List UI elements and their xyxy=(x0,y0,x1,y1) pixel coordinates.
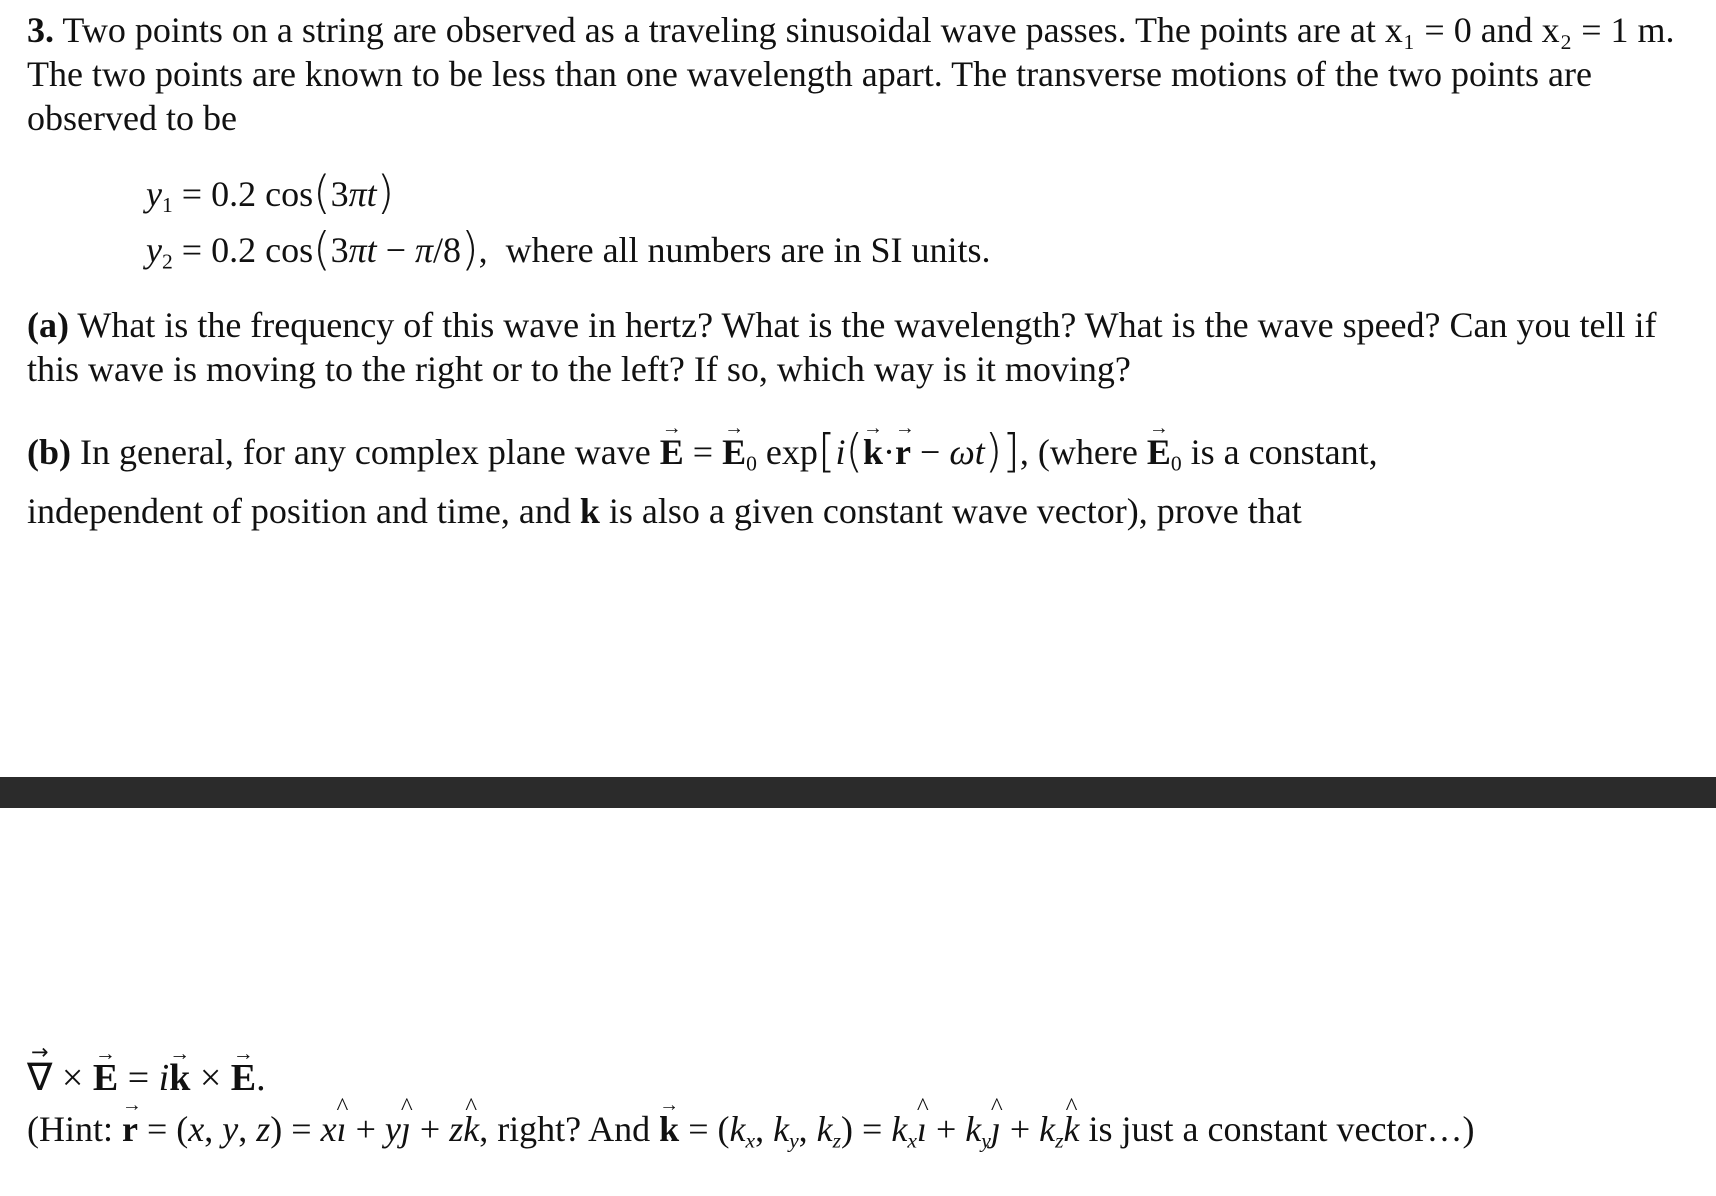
section-divider xyxy=(0,777,1716,808)
equation-y2: $y_2 = 0.2$ cos(3πt − π/8), where all numbers are in SI units. xyxy=(146,222,991,275)
part-b-line1: (b) In general, for any complex plane wave → E = → $E_0$ exp[i(→ k·→ r − ωt)], (where → $E_0$ is a constant, xyxy=(27,424,1378,477)
equation-y1: $y_1 = 0.2$ cos(3πt) xyxy=(146,166,395,219)
problem-number: 3. xyxy=(27,10,54,50)
problem-intro xyxy=(27,8,1687,140)
part-b-text-before: In general, for any complex plane wave xyxy=(80,431,651,472)
problem-intro-text: Two points on a string are observed as a traveling sinusoidal wave passes. The points are at x₁ = 0 and x₂ = 1 m. The two points are known to be less than one wavelength apart. The transverse motions of the two points are observed to be xyxy=(27,10,1675,138)
part-a-label: (a) xyxy=(27,305,69,345)
part-a xyxy=(27,303,1687,391)
plane-wave-formula: → E = → $E_0$ exp[i(→ k·→ r − ωt)], xyxy=(660,432,1038,472)
curl-equation: → ∇ × → E = i→ k × → E. xyxy=(27,1055,266,1100)
part-b-label: (b) xyxy=(27,431,71,472)
units-note: where all numbers are in SI units. xyxy=(505,229,991,270)
part-a-text: What is the frequency of this wave in hertz? What is the wavelength? What is the wave speed? Can you tell if this wave is moving to the right or to the left? If so, which way is it moving? xyxy=(27,305,1657,389)
part-b-line2: independent of position and time, and k is also a given constant wave vector), prove that xyxy=(27,491,1302,531)
hint: (Hint: → r = (x, y, z) = x^ ı + y^ ȷ + z^ k, right? And → $k = (k_x$, $k_y$, $k_z$) = $k_x\^{}$ ı + $k_y\^{}$ ȷ + $k_z\^{}$ k is just a constant vector…) xyxy=(27,1108,1474,1153)
